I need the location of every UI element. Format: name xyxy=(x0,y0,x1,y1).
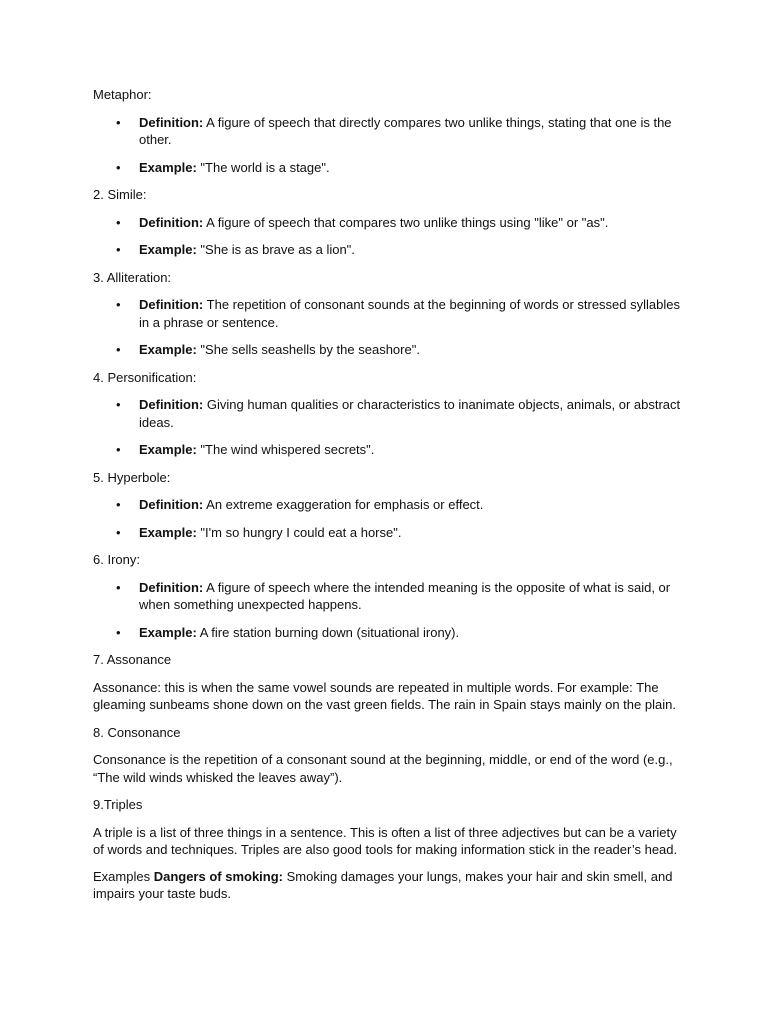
list-item xyxy=(116,296,683,331)
definition-list xyxy=(93,296,683,359)
term-label: Definition: xyxy=(139,397,204,412)
document-page xyxy=(93,86,683,913)
consonance-paragraph: Consonance is the repetition of a consonant sound at the beginning, middle, or end of the word (e.g., “The wild winds whisked the leaves away”). xyxy=(93,752,673,785)
example-prefix: Examples xyxy=(93,868,154,884)
term-label: Definition: xyxy=(139,114,204,130)
section-heading: 5. Hyperbole: xyxy=(93,469,171,485)
term-text: A figure of speech that compares two unlike things using "like" or "as". xyxy=(203,214,609,230)
term-label: Example: xyxy=(139,159,197,175)
list-item xyxy=(116,241,683,259)
list-item xyxy=(116,114,683,149)
section-heading: 8. Consonance xyxy=(93,724,181,740)
term-label: Example: xyxy=(139,624,197,640)
section-heading: 6. Irony: xyxy=(93,552,140,567)
term-text: The repetition of consonant sounds at the beginning of words or stressed syllables in a phrase or sentence. xyxy=(139,297,680,330)
list-item xyxy=(116,341,683,359)
definition-list xyxy=(93,396,683,459)
example-term: Dangers of smoking: xyxy=(153,868,283,884)
bullet-icon: • xyxy=(116,242,121,257)
term-text: "She is as brave as a lion". xyxy=(196,242,355,257)
section-heading: 3. Alliteration: xyxy=(93,269,172,285)
section-irony xyxy=(93,551,683,641)
term-text: A figure of speech that directly compares two unlike things, stating that one is the other. xyxy=(139,114,672,147)
bullet-icon: • xyxy=(116,624,121,640)
definition-list xyxy=(93,114,683,177)
list-item xyxy=(116,579,683,614)
triples-paragraph: A triple is a list of three things in a sentence. This is often a list of three adjectives but can be a variety of words and techniques. Triples are also good tools for making information stick in the reader’s head. xyxy=(93,824,678,857)
definition-list xyxy=(93,214,683,259)
term-label: Example: xyxy=(139,342,197,357)
list-item xyxy=(116,496,683,514)
section-heading: 9.Triples xyxy=(93,797,143,812)
bullet-icon: • xyxy=(116,524,121,540)
section-hyperbole xyxy=(93,469,683,542)
term-text: A figure of speech where the intended meaning is the opposite of what is said, or when something unexpected happens. xyxy=(139,579,671,612)
section-simile xyxy=(93,186,683,259)
section-heading: 7. Assonance xyxy=(93,652,172,667)
term-text: "She sells seashells by the seashore". xyxy=(196,342,420,357)
term-text: A fire station burning down (situational irony). xyxy=(196,624,460,640)
term-label: Example: xyxy=(139,442,197,457)
example-text: Smoking damages your lungs, makes your hair and skin smell, and impairs your taste buds. xyxy=(93,868,673,901)
section-consonance xyxy=(93,724,683,787)
bullet-icon: • xyxy=(116,214,121,230)
section-heading: Metaphor: xyxy=(93,87,152,102)
term-label: Definition: xyxy=(139,579,204,595)
list-item xyxy=(116,159,683,177)
list-item xyxy=(116,441,683,459)
term-text: "I'm so hungry I could eat a horse". xyxy=(196,524,402,540)
triples-example xyxy=(93,868,683,903)
term-label: Example: xyxy=(139,242,197,257)
bullet-icon: • xyxy=(116,442,121,457)
term-text: An extreme exaggeration for emphasis or effect. xyxy=(203,497,484,512)
term-label: Definition: xyxy=(139,297,204,312)
section-metaphor xyxy=(93,86,683,176)
term-label: Definition: xyxy=(139,214,204,230)
list-item xyxy=(116,524,683,542)
section-personification xyxy=(93,369,683,459)
list-item xyxy=(116,214,683,232)
assonance-paragraph: Assonance: this is when the same vowel sounds are repeated in multiple words. For example: The gleaming sunbeams shone down on the vast green fields. The rain in Spain stays mainly on the plain. xyxy=(93,679,676,712)
bullet-icon: • xyxy=(116,397,121,412)
definition-list xyxy=(93,496,683,541)
section-triples xyxy=(93,796,683,903)
list-item xyxy=(116,624,683,642)
term-text: Giving human qualities or characteristics to inanimate objects, animals, or abstract ideas. xyxy=(139,397,681,430)
bullet-icon: • xyxy=(116,497,121,512)
term-label: Definition: xyxy=(139,497,204,512)
bullet-icon: • xyxy=(116,114,121,130)
section-assonance xyxy=(93,651,683,714)
section-heading: 4. Personification: xyxy=(93,369,197,385)
term-text: "The wind whispered secrets". xyxy=(196,442,375,457)
bullet-icon: • xyxy=(116,297,121,312)
term-label: Example: xyxy=(139,524,197,540)
section-alliteration xyxy=(93,269,683,359)
term-text: "The world is a stage". xyxy=(196,159,330,175)
definition-list xyxy=(93,579,683,642)
section-heading: 2. Simile: xyxy=(93,187,147,202)
bullet-icon: • xyxy=(116,579,121,595)
bullet-icon: • xyxy=(116,159,121,175)
list-item xyxy=(116,396,683,431)
bullet-icon: • xyxy=(116,342,121,357)
